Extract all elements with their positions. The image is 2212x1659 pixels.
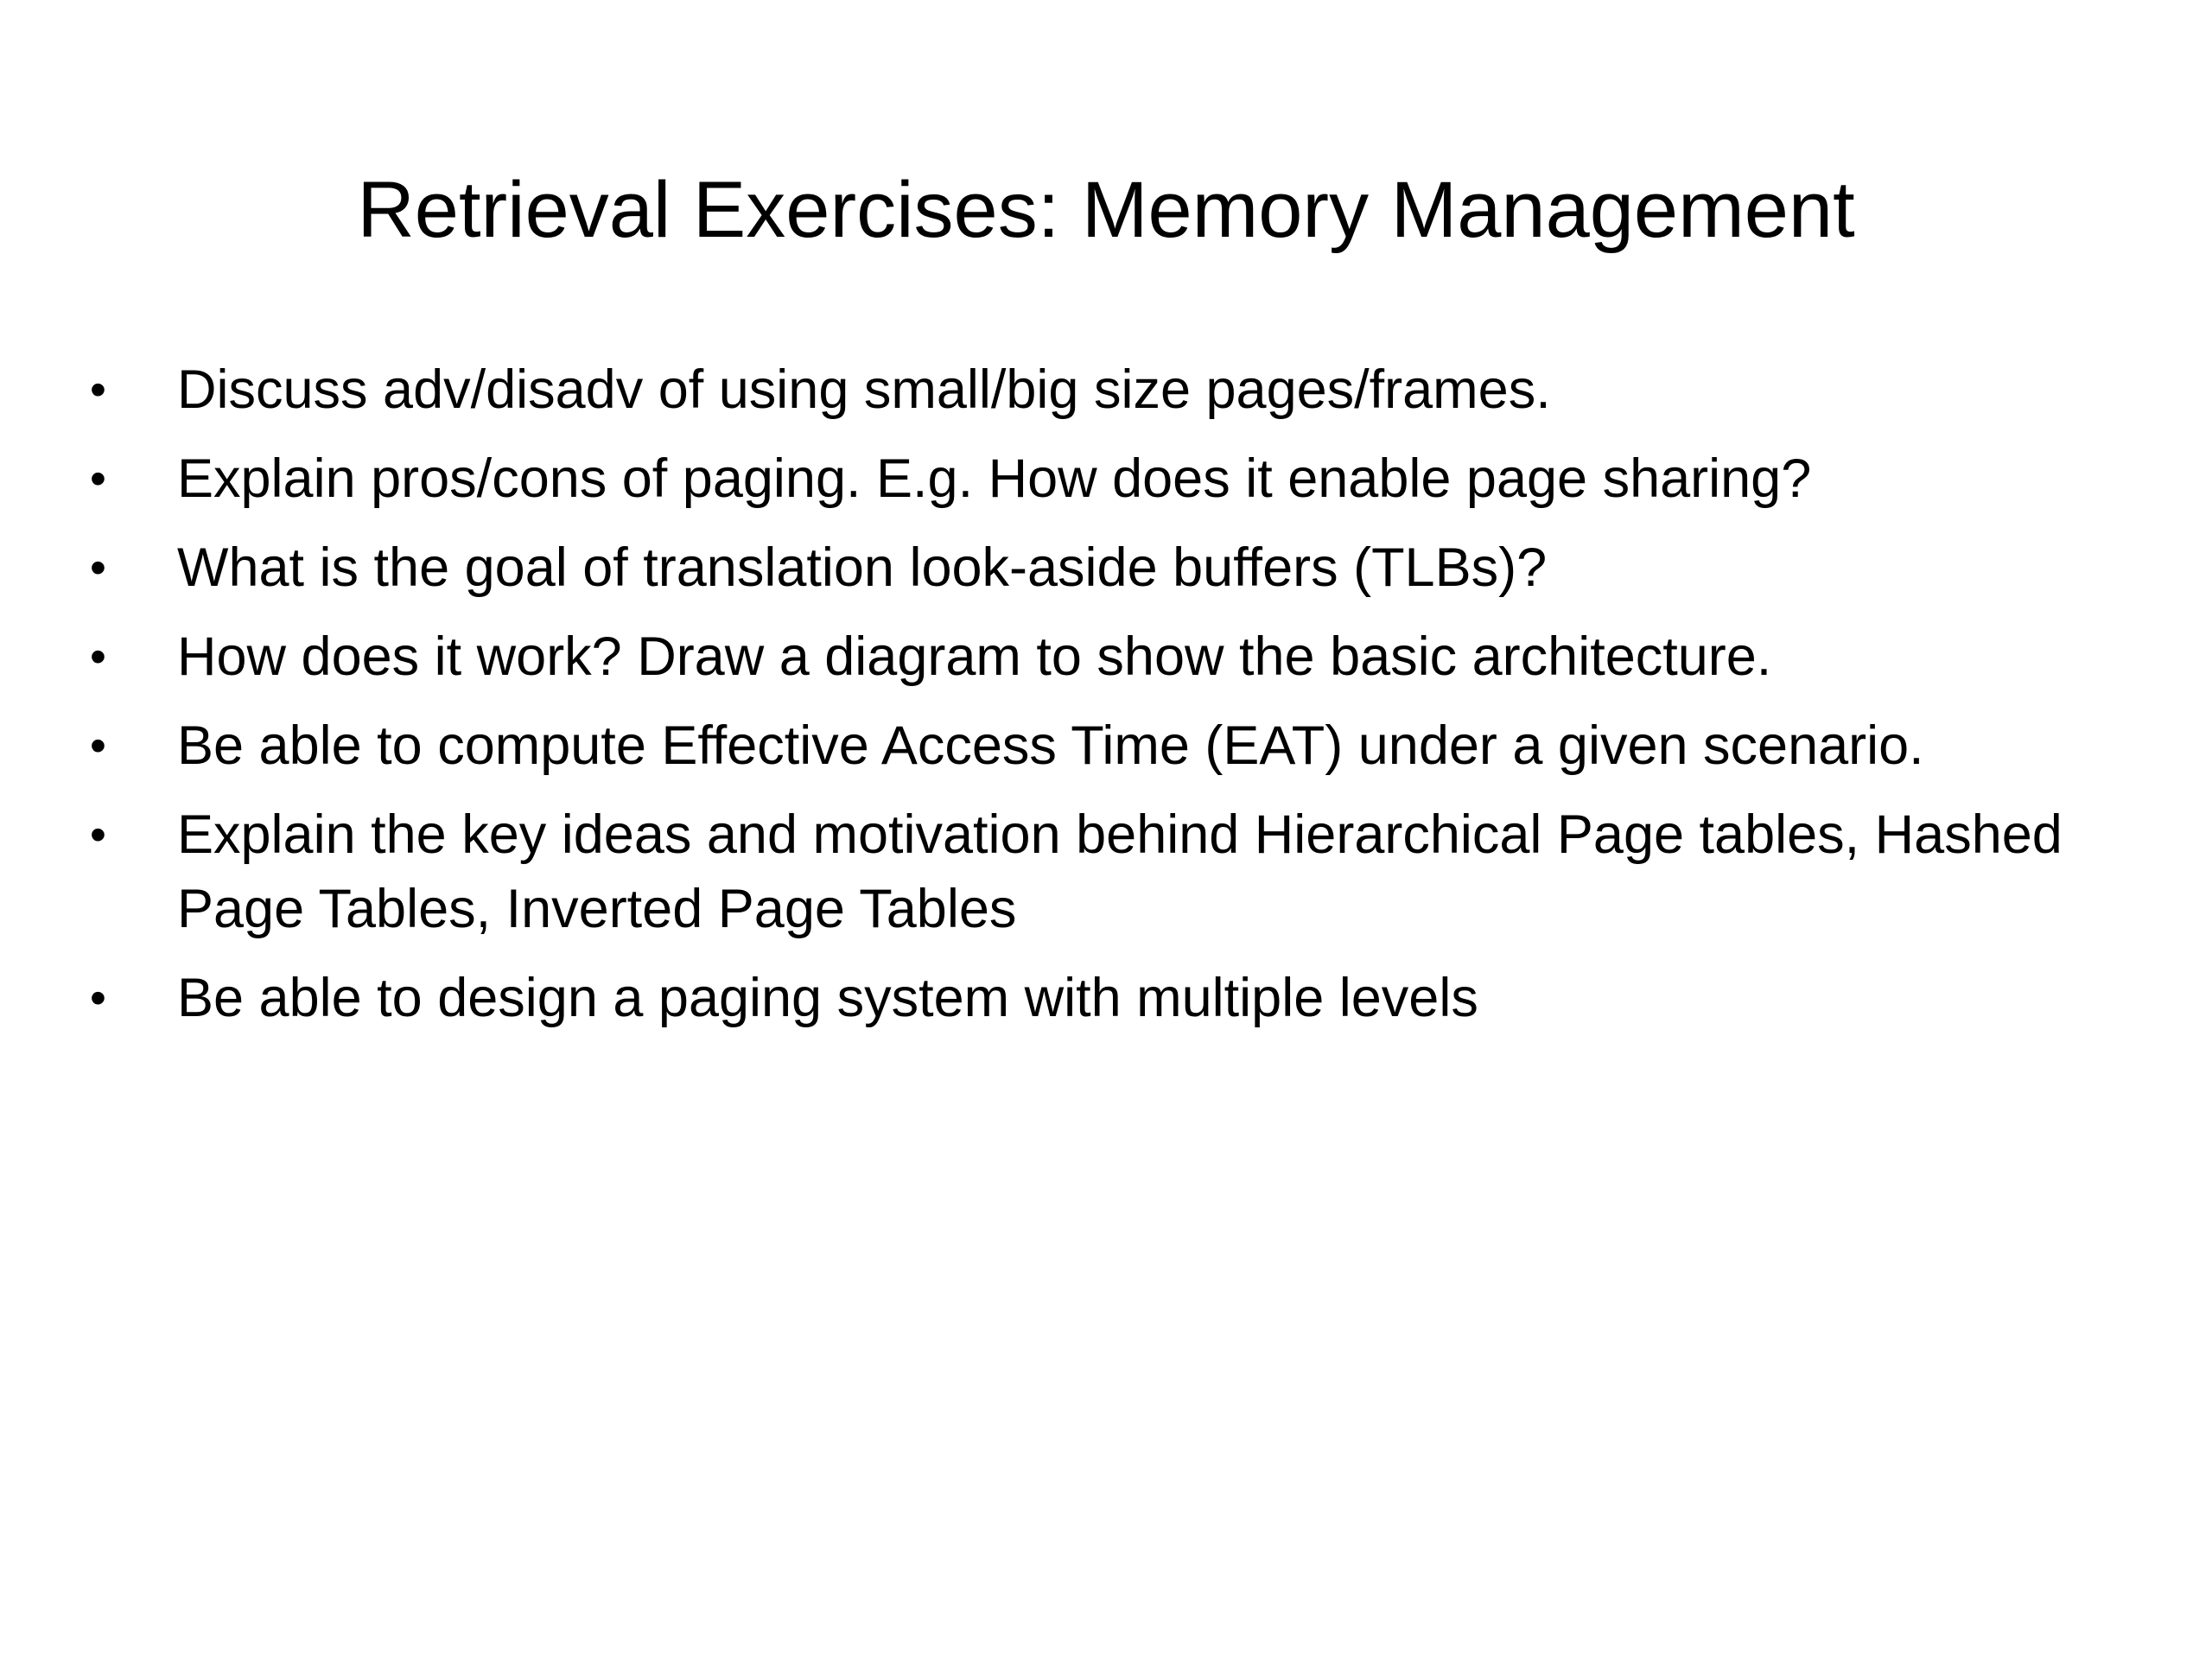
list-item <box>0 353 2212 427</box>
bullet-text: Be able to design a paging system with multiple levels <box>177 968 1478 1028</box>
bullet-text: How does it work? Draw a diagram to show the basic architecture. <box>177 626 1772 687</box>
bullet-text: Explain pros/cons of paging. E.g. How does it enable page sharing? <box>177 448 1812 509</box>
bullet-icon: • <box>90 972 106 1024</box>
bullet-icon: • <box>90 453 106 505</box>
list-item <box>0 442 2212 516</box>
bullet-text: Explain the key ideas and motivation behind Hierarchical Page tables, Hashed Page Tables, Inverted Page Tables <box>177 804 2063 939</box>
bullet-icon: • <box>90 631 106 683</box>
slide-title: Retrieval Exercises: Memory Management <box>357 166 1855 254</box>
bullet-icon: • <box>90 542 106 594</box>
list-item <box>0 709 2212 783</box>
bullet-icon: • <box>90 809 106 861</box>
list-item <box>0 531 2212 605</box>
bullet-icon: • <box>90 720 106 772</box>
bullet-list <box>0 353 2212 1050</box>
bullet-icon: • <box>90 364 106 416</box>
list-item <box>0 798 2212 946</box>
list-item <box>0 961 2212 1035</box>
bullet-text: Discuss adv/disadv of using small/big size pages/frames. <box>177 359 1551 420</box>
bullet-text: What is the goal of translation look-aside buffers (TLBs)? <box>177 537 1548 598</box>
bullet-text: Be able to compute Effective Access Time (EAT) under a given scenario. <box>177 715 1924 776</box>
list-item <box>0 620 2212 694</box>
